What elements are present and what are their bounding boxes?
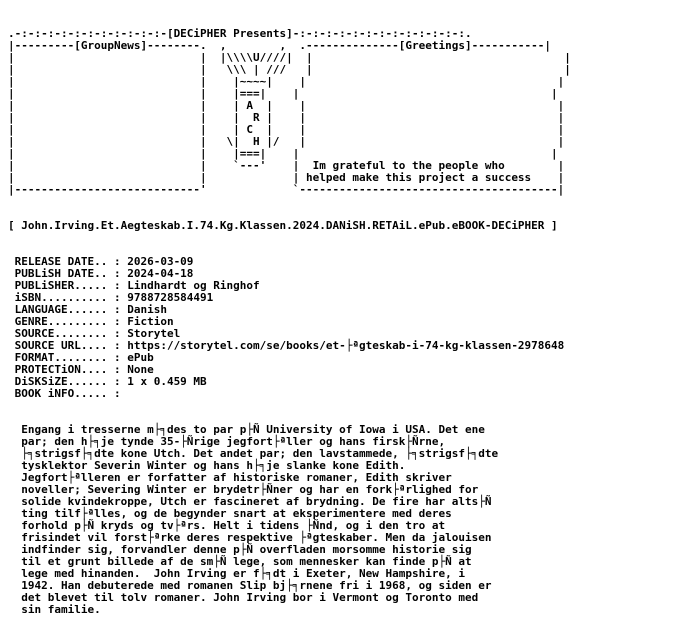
ascii-art-line: | | | helped make this project a success |	[8, 171, 565, 184]
ascii-art-line: | | | A | | |	[8, 99, 565, 112]
ascii-art-line: |----------------------------' `---------------------------------------|	[8, 183, 565, 196]
info-field-line: iSBN.......... : 9788728584491	[8, 291, 214, 304]
book-info-line: solide kvindekroppe, Utch er fascineret af brydning. De fire har alts├Ñ	[8, 495, 492, 508]
info-field-line: FORMAT........ : ePub	[8, 351, 154, 364]
book-info-line: Jegfort├ªlleren er forfatter af historiske romaner, Edith skriver	[8, 471, 452, 484]
book-info-line: indfinder sig, forvandler denne p├Ñ overfladen morsomme historie sig	[8, 543, 472, 556]
info-field-line: PUBLiSH DATE.. : 2024-04-18	[8, 267, 194, 280]
ascii-art-line: | | |===| | |	[8, 87, 558, 100]
book-info-line: Engang i tresserne m├╕des to par p├Ñ University of Iowa i USA. Det ene	[8, 423, 485, 436]
ascii-art-line: |---------[GroupNews]--------. , , .--------------[Greetings]-----------|	[8, 39, 552, 52]
info-field-line: SOURCE........ : Storytel	[8, 327, 181, 340]
book-info-line: til et grunt billede af de sm├Ñ lege, som mennesker kan finde p├Ñ at	[8, 555, 472, 568]
ascii-art-line: | | | R | | |	[8, 111, 565, 124]
ascii-art-line: | | | C | | |	[8, 123, 565, 136]
book-info-line: frisindet vil forst├ªrke deres respektive ├ªgteskaber. Men da jalouisen	[8, 531, 492, 544]
info-field-line: SOURCE URL.... : https://storytel.com/se/books/et-├ªgteskab-i-74-kg-klassen-2978648	[8, 339, 565, 352]
book-info-line: tysklektor Severin Winter og hans h├╕je slanke kone Edith.	[8, 459, 406, 472]
info-field-line: DiSKSiZE...... : 1 x 0.459 MB	[8, 375, 207, 388]
ascii-art-line: .-:-:-:-:-:-:-:-:-:-:-:-[DECiPHER Presents]-:-:-:-:-:-:-:-:-:-:-:-:-:.	[8, 27, 472, 40]
ascii-art-line: | | `---' | Im grateful to the people who |	[8, 159, 565, 172]
book-info-line: par; den h├╕je tynde 35-├Ñrige jegfort├ªller og hans firsk├Ñrne,	[8, 435, 446, 448]
info-field-line: RELEASE DATE.. : 2026-03-09	[8, 255, 194, 268]
release-name-line: [ John.Irving.Et.Aegteskab.I.74.Kg.Klassen.2024.DANiSH.RETAiL.ePub.eBOOK-DECiPHER ]	[8, 219, 558, 232]
ascii-art-line: | | |\\\\U////| | |	[8, 51, 571, 64]
ascii-art-line: | | |===| | |	[8, 147, 558, 160]
book-info-line: lege med hinanden. John Irving er f├╕dt i Exeter, New Hampshire, i	[8, 567, 465, 580]
book-info-line: 1942. Han debuterede med romanen Slip bj├╕rnene fri i 1968, og siden er	[8, 579, 492, 592]
ascii-header-art	[8, 28, 688, 196]
book-info-line: ting tilf├ªlles, og de begynder snart at eksperimentere med deres	[8, 507, 452, 520]
book-info-line: sin familie.	[8, 603, 101, 616]
ascii-art-line: | | |~~~~| | |	[8, 75, 565, 88]
book-info-line: forhold p├Ñ kryds og tv├ªrs. Helt i tidens ├Ñnd, og i den tro at	[8, 519, 446, 532]
book-info-text	[8, 424, 688, 616]
book-info-line: noveller; Severing Winter er brydetr├Ñner og har en fork├ªrlighed for	[8, 483, 479, 496]
book-info-line: ├╕strigsf├╕dte kone Utch. Det andet par; den lavstammede, ├╕strigsf├╕dte	[8, 447, 499, 460]
ascii-art-line: | | \| H |/ | |	[8, 135, 565, 148]
info-field-line: LANGUAGE...... : Danish	[8, 303, 167, 316]
info-field-line: PUBLiSHER..... : Lindhardt og Ringhof	[8, 279, 260, 292]
ascii-art-line: | | \\\ | /// | |	[8, 63, 571, 76]
info-field-line: GENRE......... : Fiction	[8, 315, 174, 328]
release-info-fields	[8, 256, 688, 400]
info-field-line: BOOK iNFO..... :	[8, 387, 121, 400]
book-info-line: det blevet til tolv romaner. John Irving bor i Vermont og Toronto med	[8, 591, 479, 604]
info-field-line: PROTECTiON.... : None	[8, 363, 154, 376]
